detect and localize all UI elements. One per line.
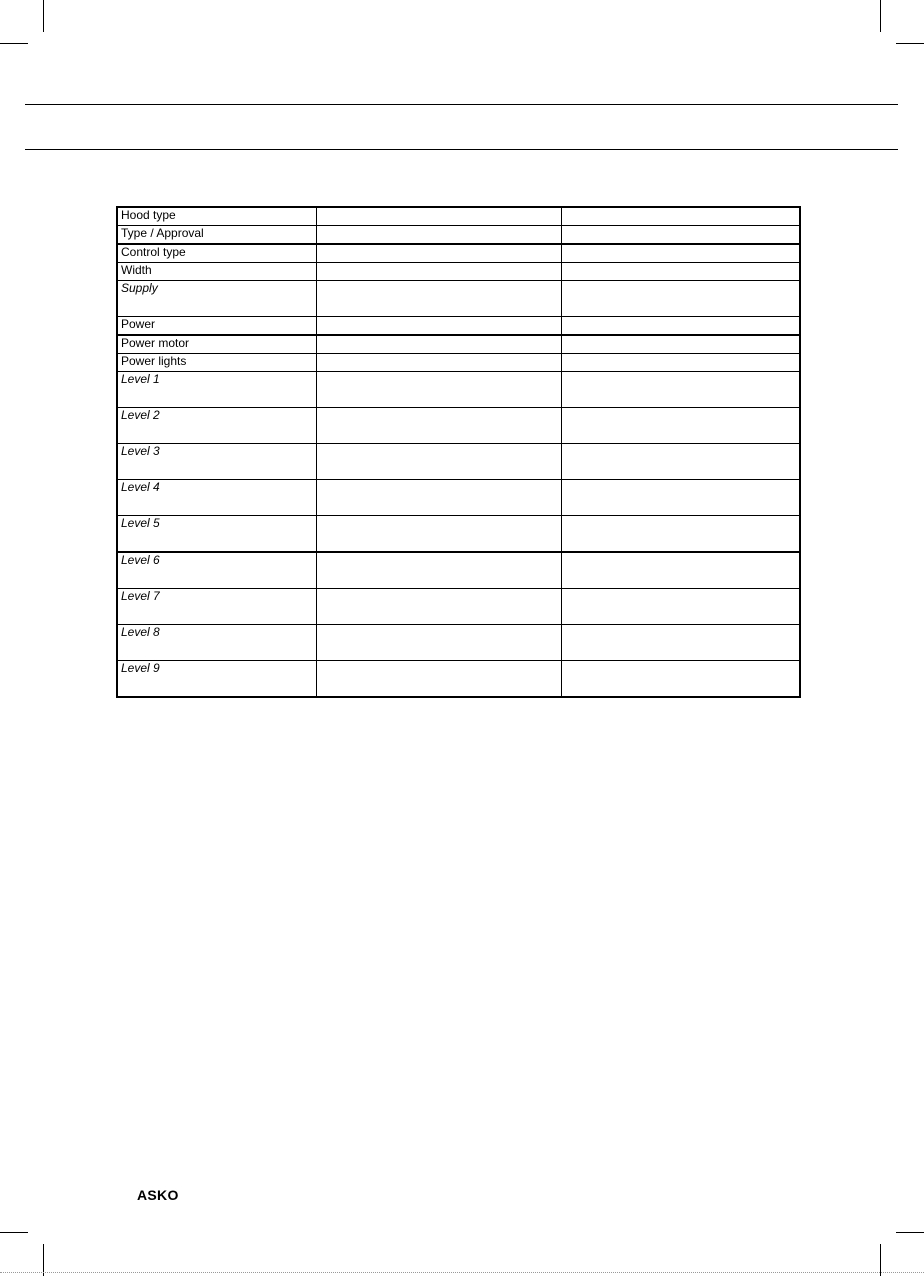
value-cell-a <box>316 661 561 698</box>
row-label: Control type <box>117 244 316 263</box>
table-row <box>117 263 800 281</box>
value-cell-b <box>561 335 800 354</box>
value-cell-a <box>316 516 561 553</box>
value-cell-b <box>561 661 800 698</box>
crop-mark <box>896 43 924 44</box>
value-cell-a <box>316 625 561 661</box>
row-label: Level 5 <box>117 516 316 553</box>
row-label: Type / Approval <box>117 226 316 245</box>
value-cell-b <box>561 244 800 263</box>
value-cell-a <box>316 589 561 625</box>
crop-mark <box>880 0 881 32</box>
row-label: Level 8 <box>117 625 316 661</box>
table-row <box>117 244 800 263</box>
value-cell-b <box>561 480 800 516</box>
brand-logo: ASKO <box>137 1187 179 1203</box>
value-cell-a <box>316 372 561 408</box>
value-cell-b <box>561 207 800 226</box>
value-cell-b <box>561 589 800 625</box>
value-cell-b <box>561 317 800 336</box>
value-cell-b <box>561 281 800 317</box>
row-label: Power motor <box>117 335 316 354</box>
header-rule-top <box>25 104 898 105</box>
table-row <box>117 335 800 354</box>
value-cell-a <box>316 552 561 589</box>
crop-mark <box>0 1232 28 1233</box>
value-cell-b <box>561 354 800 372</box>
spec-table <box>116 206 801 698</box>
value-cell-a <box>316 444 561 480</box>
value-cell-a <box>316 317 561 336</box>
row-label: Level 6 <box>117 552 316 589</box>
value-cell-a <box>316 335 561 354</box>
value-cell-b <box>561 408 800 444</box>
table-row <box>117 226 800 245</box>
table-row <box>117 408 800 444</box>
spec-table-body <box>117 207 800 697</box>
row-label: Level 2 <box>117 408 316 444</box>
value-cell-a <box>316 354 561 372</box>
value-cell-a <box>316 207 561 226</box>
row-label: Width <box>117 263 316 281</box>
value-cell-a <box>316 263 561 281</box>
value-cell-b <box>561 516 800 553</box>
value-cell-a <box>316 408 561 444</box>
value-cell-b <box>561 552 800 589</box>
row-label: Level 4 <box>117 480 316 516</box>
crop-mark <box>0 43 28 44</box>
table-row <box>117 480 800 516</box>
table-row <box>117 207 800 226</box>
table-row <box>117 552 800 589</box>
table-row <box>117 516 800 553</box>
value-cell-a <box>316 244 561 263</box>
crop-mark <box>43 0 44 32</box>
row-label: Level 9 <box>117 661 316 698</box>
value-cell-a <box>316 281 561 317</box>
value-cell-a <box>316 226 561 245</box>
table-row <box>117 354 800 372</box>
value-cell-b <box>561 625 800 661</box>
row-label: Power <box>117 317 316 336</box>
value-cell-b <box>561 226 800 245</box>
row-label: Power lights <box>117 354 316 372</box>
value-cell-b <box>561 263 800 281</box>
header-rule-bottom <box>25 149 898 150</box>
row-label: Supply <box>117 281 316 317</box>
value-cell-b <box>561 372 800 408</box>
table-row <box>117 589 800 625</box>
crop-mark <box>896 1232 924 1233</box>
row-label: Level 3 <box>117 444 316 480</box>
value-cell-a <box>316 480 561 516</box>
table-row <box>117 317 800 336</box>
table-row <box>117 444 800 480</box>
row-label: Level 7 <box>117 589 316 625</box>
table-row <box>117 661 800 698</box>
value-cell-b <box>561 444 800 480</box>
table-row <box>117 281 800 317</box>
bottom-dotted-line <box>0 1272 924 1274</box>
table-row <box>117 372 800 408</box>
row-label: Hood type <box>117 207 316 226</box>
row-label: Level 1 <box>117 372 316 408</box>
table-row <box>117 625 800 661</box>
